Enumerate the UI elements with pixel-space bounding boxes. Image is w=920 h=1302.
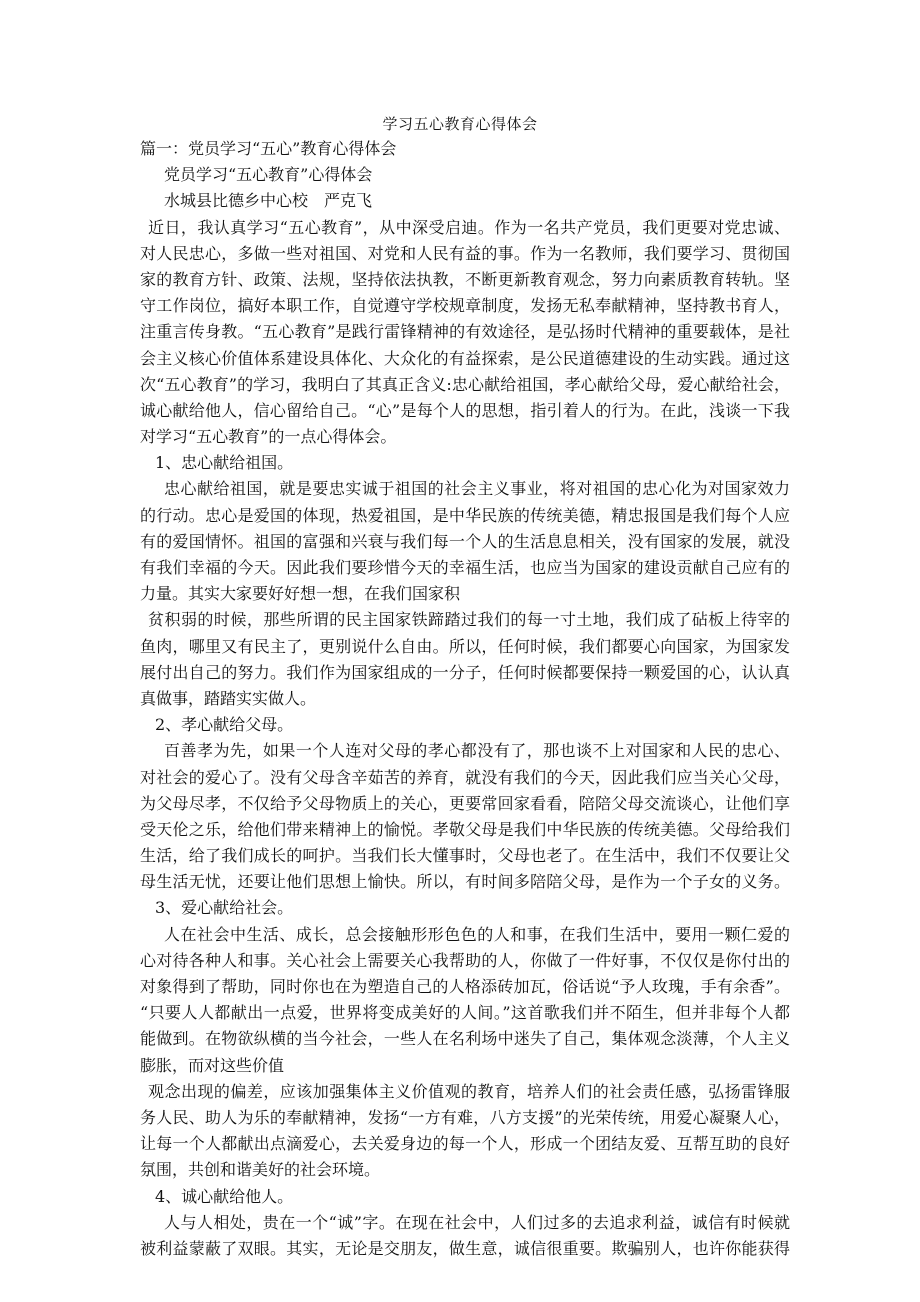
text-line: 观念出现的偏差，应该加强集体主义价值观的教育，培养人们的社会责任感，弘扬雷锋服 [148, 1081, 790, 1101]
text-line: 百善孝为先，如果一个人连对父母的孝心都没有了，那也谈不上对国家和人民的忠心、 [164, 741, 790, 761]
text-line: 贫积弱的时候，那些所谓的民主国家铁蹄踏过我们的每一寸土地，我们成了砧板上待宰的 [148, 610, 790, 630]
text-line: 人在社会中生活、成长，总会接触形形色色的人和事，在我们生活中，要用一颗仁爱的 [164, 924, 790, 944]
text-line: 近日，我认真学习“五心教育”，从中深受启迪。作为一名共产党员，我们更要对党忠诚、 [148, 217, 790, 237]
text-line: 展付出自己的努力。我们作为国家组成的一分子，任何时候都要保持一颗爱国的心，认认真 [140, 662, 790, 682]
text-line: 心对待各种人和事。关心社会上需要关心我帮助的人，你做了一件好事，不仅仅是你付出的 [140, 950, 790, 970]
text-line: 3、爱心献给社会。 [155, 898, 294, 918]
text-line: 诚心献给他人，信心留给自己。“心”是每个人的思想，指引着人的行为。在此，浅谈一下我 [140, 400, 790, 420]
text-line: 1、忠心献给祖国。 [155, 453, 294, 473]
text-line: 4、诚心献给他人。 [155, 1186, 294, 1206]
text-line: 让每一个人都献出点滴爱心，去关爱身边的每一个人，形成一个团结友爱、互帮互助的良好 [140, 1134, 790, 1154]
text-line: 为父母尽孝，不仅给予父母物质上的关心，更要常回家看看，陪陪父母交流谈心，让他们享 [140, 793, 790, 813]
text-line: 人与人相处，贵在一个“诚”字。在现在社会中，人们过多的去追求利益，诚信有时候就 [164, 1212, 790, 1232]
text-line: 受天伦之乐，给他们带来精神上的愉悦。孝敬父母是我们中华民族的传统美德。父母给我们 [140, 819, 790, 839]
text-line: 忠心献给祖国，就是要忠实诚于祖国的社会主义事业，将对祖国的忠心化为对国家效力 [164, 479, 790, 499]
text-line: 篇一：党员学习“五心”教育心得体会 [140, 139, 397, 158]
text-line: 真做事，踏踏实实做人。 [140, 688, 317, 708]
text-line: “只要人人都献出一点爱，世界将变成美好的人间。”这首歌我们并不陌生，但并非每个人都 [140, 1003, 790, 1023]
text-line: 会主义核心价值体系建设具体化、大众化的有益探索，是公民道德建设的生动实践。通过这 [140, 348, 790, 368]
text-line: 对社会的爱心了。没有父母含辛茹苦的养育，就没有我们的今天，因此我们应当关心父母， [140, 767, 790, 787]
text-line: 膨胀，而对这些价值 [140, 1055, 285, 1075]
text-line: 对学习“五心教育”的一点心得体会。 [140, 427, 397, 447]
text-line: 2、孝心献给父母。 [155, 715, 294, 735]
text-line: 的行动。忠心是爱国的体现，热爱祖国，是中华民族的传统美德，精忠报国是我们每个人应 [140, 505, 790, 525]
text-line: 守工作岗位，搞好本职工作，自觉遵守学校规章制度，发扬无私奉献精神，坚持教书育人， [140, 296, 790, 316]
text-line: 力量。其实大家要好好想一想，在我们国家积 [140, 584, 461, 604]
text-line: 被利益蒙蔽了双眼。其实，无论是交朋友，做生意，诚信很重要。欺骗别人，也许你能获得 [140, 1238, 790, 1258]
text-line: 家的教育方针、政策、法规，坚持依法执教，不断更新教育观念，努力向素质教育转轨。坚 [140, 269, 790, 289]
text-line: 注重言传身教。“五心教育”是践行雷锋精神的有效途径，是弘扬时代精神的重要载体，是社 [140, 322, 790, 342]
text-line: 次“五心教育”的学习，我明白了其真正含义:忠心献给祖国，孝心献给父母，爱心献给社会， [140, 374, 790, 394]
document-title: 学习五心教育心得体会 [382, 115, 538, 133]
text-line: 水城县比德乡中心校 严克飞 [164, 191, 373, 211]
text-line: 生活，给了我们成长的呵护。当我们长大懂事时，父母也老了。在生活中，我们不仅要让父 [140, 846, 790, 866]
text-line: 母生活无忧，还要让他们思想上愉快。所以，有时间多陪陪父母，是作为一个子女的义务。 [140, 872, 790, 892]
text-line: 务人民、助人为乐的奉献精神，发扬“一方有难，八方支援”的光荣传统，用爱心凝聚人心， [140, 1107, 790, 1127]
text-line: 对人民忠心，多做一些对祖国、对党和人民有益的事。作为一名教师，我们要学习、贯彻国 [140, 243, 790, 263]
text-line: 有的爱国情怀。祖国的富强和兴衰与我们每一个人的生活息息相关，没有国家的发展，就没 [140, 531, 790, 551]
text-line: 对象得到了帮助，同时你也在为塑造自己的人格添砖加瓦，俗话说“予人玫瑰，手有余香”。 [140, 977, 790, 996]
text-line: 有我们幸福的今天。因此我们要珍惜今天的幸福生活，也应当为国家的建设贡献自己应有的 [140, 558, 790, 577]
text-line: 党员学习“五心教育”心得体会 [164, 165, 373, 185]
text-line: 能做到。在物欲纵横的当今社会，一些人在名利场中迷失了自己，集体观念淡薄，个人主义 [140, 1029, 790, 1049]
document-body [140, 136, 790, 1262]
text-line: 氛围，共创和谐美好的社会环境。 [140, 1160, 381, 1180]
text-line: 鱼肉，哪里又有民主了，更别说什么自由。所以，任何时候，我们都要心向国家，为国家发 [140, 636, 790, 656]
